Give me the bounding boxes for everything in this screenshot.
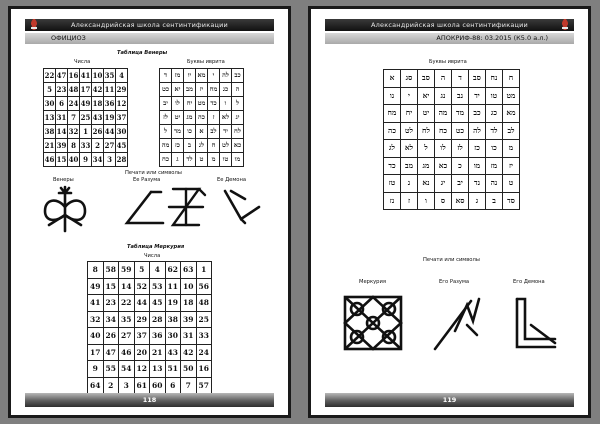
table-row <box>44 69 128 83</box>
table-cell: 9 <box>88 361 104 378</box>
table-cell: 42 <box>181 344 197 361</box>
table-cell: 10 <box>92 69 104 83</box>
table-row <box>88 361 212 378</box>
mercury-demon-seal-icon <box>511 295 561 353</box>
right-header-bar <box>325 19 574 31</box>
table-cell: לז <box>160 111 172 125</box>
table-cell: סב <box>469 70 486 88</box>
table-cell: 57 <box>196 377 212 394</box>
table-cell: יז <box>503 157 520 175</box>
table-row <box>88 262 212 279</box>
venus-letters-label: Буквы иврита <box>187 59 225 65</box>
table-cell: 17 <box>88 344 104 361</box>
table-cell: כז <box>469 140 486 158</box>
table-cell: ט <box>196 153 208 167</box>
table-row <box>88 278 212 295</box>
table-cell: 14 <box>56 125 68 139</box>
table-cell: 29 <box>134 311 150 328</box>
table-cell: מה <box>435 105 452 123</box>
table-cell: לא <box>220 111 232 125</box>
table-cell: כט <box>452 122 469 140</box>
table-cell: ד <box>160 69 172 83</box>
table-cell: ח <box>208 139 220 153</box>
table-cell: 44 <box>134 295 150 312</box>
table-cell: ב <box>486 192 503 210</box>
table-cell: ל <box>232 97 244 111</box>
table-cell: יג <box>232 111 244 125</box>
table-row <box>88 377 212 394</box>
table-cell: 35 <box>119 311 135 328</box>
table-cell: 30 <box>116 125 128 139</box>
table-cell: 48 <box>196 295 212 312</box>
table-cell: נח <box>486 70 503 88</box>
table-row <box>44 111 128 125</box>
table-cell: ו <box>220 97 232 111</box>
table-cell: לד <box>184 153 196 167</box>
table-cell: מג <box>418 157 435 175</box>
table-cell: כב <box>469 105 486 123</box>
table-cell: 55 <box>103 361 119 378</box>
table-cell: לט <box>220 139 232 153</box>
table-cell: 40 <box>68 153 80 167</box>
table-row <box>160 139 244 153</box>
table-cell: 43 <box>92 111 104 125</box>
table-cell: כח <box>160 153 172 167</box>
mercury-seals-label: Печати или символы <box>423 257 480 263</box>
table-cell: 15 <box>56 153 68 167</box>
table-cell: לא <box>401 140 418 158</box>
table-cell: 21 <box>150 344 166 361</box>
table-cell: מו <box>232 153 244 167</box>
table-cell: 5 <box>44 83 56 97</box>
table-cell: לו <box>435 140 452 158</box>
table-cell: 20 <box>134 344 150 361</box>
table-cell: 1 <box>80 125 92 139</box>
table-row <box>384 157 520 175</box>
table-cell: ג <box>469 192 486 210</box>
right-subheader-bar <box>325 33 574 44</box>
venus-numbers-label: Числа <box>74 59 91 65</box>
table-cell: יב <box>160 97 172 111</box>
table-cell: נג <box>435 87 452 105</box>
right-footer-bar <box>325 393 574 407</box>
table-cell: ל <box>160 125 172 139</box>
table-cell: מב <box>401 157 418 175</box>
table-cell: 34 <box>92 153 104 167</box>
table-cell: 61 <box>134 377 150 394</box>
table-cell: 28 <box>150 311 166 328</box>
table-cell: 26 <box>103 328 119 345</box>
table-row <box>88 295 212 312</box>
table-cell: 45 <box>150 295 166 312</box>
venus-mind-seal-label: Ее Разума <box>133 177 161 183</box>
table-cell: מט <box>196 97 208 111</box>
table-cell: 64 <box>88 377 104 394</box>
table-cell: סב <box>418 70 435 88</box>
venus-seal-third-icon <box>221 187 263 227</box>
table-cell: 31 <box>181 328 197 345</box>
table-cell: מ <box>208 153 220 167</box>
table-cell: כה <box>196 111 208 125</box>
table-cell: 7 <box>68 111 80 125</box>
table-cell: מא <box>503 105 520 123</box>
table-cell: 52 <box>134 278 150 295</box>
table-cell: לה <box>220 69 232 83</box>
table-row <box>384 192 520 210</box>
table-cell: 22 <box>44 69 56 83</box>
table-cell: 33 <box>196 328 212 345</box>
table-cell: ב <box>184 139 196 153</box>
table-cell: 35 <box>104 69 116 83</box>
table-cell: 41 <box>80 69 92 83</box>
table-cell: מט <box>503 87 520 105</box>
table-cell: 39 <box>56 139 68 153</box>
table-cell: 24 <box>68 97 80 111</box>
table-cell: 2 <box>103 377 119 394</box>
table-cell: ה <box>232 83 244 97</box>
table-cell: ז <box>208 111 220 125</box>
table-row <box>160 153 244 167</box>
table-cell: לג <box>196 139 208 153</box>
table-cell: 16 <box>68 69 80 83</box>
table-cell: 34 <box>103 311 119 328</box>
table-cell: 18 <box>181 295 197 312</box>
table-cell: 36 <box>150 328 166 345</box>
table-cell: 37 <box>116 111 128 125</box>
table-cell: 37 <box>134 328 150 345</box>
table-row <box>384 70 520 88</box>
mercury-numbers-table <box>87 261 212 394</box>
table-cell: ס <box>435 192 452 210</box>
table-cell: כו <box>184 125 196 139</box>
left-page-number: 118 <box>142 396 157 404</box>
table-cell: לב <box>503 122 520 140</box>
venus-letters-table <box>159 68 244 167</box>
table-row <box>160 125 244 139</box>
table-cell: 62 <box>165 262 181 279</box>
venus-demon-seal-label: Ее Демона <box>217 177 247 183</box>
table-cell: ט <box>503 175 520 193</box>
table-cell: 58 <box>103 262 119 279</box>
table-row <box>44 97 128 111</box>
table-cell: כד <box>384 157 401 175</box>
left-header-title: Александрийская школа сентинтификации <box>71 21 228 29</box>
table-cell: 46 <box>44 153 56 167</box>
table-row <box>44 139 128 153</box>
table-row <box>160 97 244 111</box>
table-row <box>160 111 244 125</box>
table-cell: 29 <box>116 83 128 97</box>
table-cell: 41 <box>88 295 104 312</box>
table-cell: לג <box>384 140 401 158</box>
mercury-letters-table <box>383 69 520 210</box>
table-cell: 4 <box>150 262 166 279</box>
venus-seal-label: Венеры <box>53 177 74 183</box>
table-cell: כג <box>486 105 503 123</box>
table-cell: מד <box>452 105 469 123</box>
venus-demon-seal-icon <box>161 185 211 231</box>
table-cell: ו <box>418 192 435 210</box>
table-cell: 3 <box>119 377 135 394</box>
table-cell: 31 <box>56 111 68 125</box>
table-cell: 23 <box>103 295 119 312</box>
table-cell: 38 <box>165 311 181 328</box>
table-cell: כז <box>172 139 184 153</box>
table-cell: 1 <box>196 262 212 279</box>
table-cell: יח <box>401 105 418 123</box>
table-row <box>44 83 128 97</box>
mercury-mind-seal-label: Его Разума <box>439 279 470 285</box>
table-cell: 49 <box>80 97 92 111</box>
table-cell: נד <box>469 175 486 193</box>
table-row <box>88 311 212 328</box>
mercury-mind-seal-icon <box>429 295 487 353</box>
venus-seal-icon <box>39 185 91 233</box>
table-cell: לד <box>486 122 503 140</box>
table-cell: 7 <box>181 377 197 394</box>
table-cell: 17 <box>80 83 92 97</box>
table-row <box>160 83 244 97</box>
table-cell: נו <box>384 87 401 105</box>
table-cell: מז <box>172 69 184 83</box>
table-row <box>384 140 520 158</box>
table-cell: 26 <box>92 125 104 139</box>
right-header-title: Александрийская школа сентинтификации <box>371 21 528 29</box>
table-cell: סג <box>401 70 418 88</box>
table-cell: כא <box>232 139 244 153</box>
table-cell: 54 <box>119 361 135 378</box>
table-cell: מו <box>469 157 486 175</box>
left-footer-bar <box>25 393 274 407</box>
table-cell: יא <box>172 83 184 97</box>
table-row <box>384 122 520 140</box>
left-header-bar <box>25 19 274 31</box>
table-cell: נז <box>384 192 401 210</box>
table-cell: ח <box>503 70 520 88</box>
table-cell: 63 <box>181 262 197 279</box>
table-cell: כח <box>435 122 452 140</box>
table-cell: מב <box>184 83 196 97</box>
table-cell: 8 <box>88 262 104 279</box>
table-cell: א <box>384 70 401 88</box>
table-cell: טז <box>384 175 401 193</box>
table-cell: 46 <box>119 344 135 361</box>
table-cell: 45 <box>116 139 128 153</box>
table-cell: 21 <box>44 139 56 153</box>
table-cell: 25 <box>80 111 92 125</box>
right-subheader-text: АПОКРИФ-88: 03.2015 (К5.0 а.л.) <box>436 34 548 42</box>
left-page <box>8 6 291 418</box>
table-cell: כב <box>232 69 244 83</box>
table-cell: 19 <box>104 111 116 125</box>
table-row <box>384 175 520 193</box>
table-cell: יד <box>469 87 486 105</box>
table-cell: לב <box>208 125 220 139</box>
table-cell: כה <box>384 122 401 140</box>
table-row <box>88 328 212 345</box>
table-cell: כט <box>160 83 172 97</box>
table-cell: 22 <box>119 295 135 312</box>
table-cell: 42 <box>92 83 104 97</box>
left-subheader-bar <box>25 33 274 44</box>
table-cell: כג <box>220 83 232 97</box>
table-cell: כא <box>435 157 452 175</box>
table-cell: 24 <box>196 344 212 361</box>
table-cell: יו <box>184 69 196 83</box>
table-cell: 33 <box>80 139 92 153</box>
table-cell: א <box>196 125 208 139</box>
table-cell: 47 <box>56 69 68 83</box>
table-cell: 49 <box>88 278 104 295</box>
table-cell: סד <box>503 192 520 210</box>
table-cell: י <box>401 87 418 105</box>
table-cell: מג <box>184 111 196 125</box>
table-row <box>160 69 244 83</box>
table-cell: 36 <box>104 97 116 111</box>
table-cell: יא <box>418 87 435 105</box>
table-cell: 23 <box>56 83 68 97</box>
table-cell: 25 <box>196 311 212 328</box>
table-cell: 12 <box>116 97 128 111</box>
table-cell: סא <box>452 192 469 210</box>
table-cell: ד <box>452 70 469 88</box>
table-cell: 6 <box>56 97 68 111</box>
table-cell: 51 <box>165 361 181 378</box>
table-cell: 3 <box>104 153 116 167</box>
table-cell: 14 <box>119 278 135 295</box>
table-cell: נ <box>401 175 418 193</box>
venus-seals-label: Печати или символы <box>125 170 182 176</box>
table-cell: יט <box>172 111 184 125</box>
table-cell: ה <box>435 70 452 88</box>
table-cell: 56 <box>196 278 212 295</box>
table-cell: נב <box>452 87 469 105</box>
table-cell: 27 <box>119 328 135 345</box>
table-cell: יג <box>435 175 452 193</box>
table-cell: לה <box>469 122 486 140</box>
table-cell: 38 <box>44 125 56 139</box>
right-page-number: 119 <box>442 396 457 404</box>
table-cell: כד <box>208 97 220 111</box>
logo-icon <box>559 19 571 31</box>
table-cell: 8 <box>68 139 80 153</box>
table-cell: מה <box>160 139 172 153</box>
table-cell: 13 <box>44 111 56 125</box>
mercury-numbers-label: Числа <box>144 253 161 259</box>
table-cell: לח <box>418 122 435 140</box>
table-cell: 30 <box>44 97 56 111</box>
table-cell: נה <box>486 175 503 193</box>
table-cell: 48 <box>68 83 80 97</box>
table-cell: 4 <box>116 69 128 83</box>
mercury-seal-label: Меркурия <box>359 279 386 285</box>
table-cell: ל <box>418 140 435 158</box>
table-row <box>88 344 212 361</box>
mercury-demon-seal-label: Его Демона <box>513 279 545 285</box>
table-row <box>384 87 520 105</box>
table-cell: 28 <box>116 153 128 167</box>
table-cell: 2 <box>92 139 104 153</box>
table-cell: 32 <box>88 311 104 328</box>
table-cell: 9 <box>80 153 92 167</box>
table-cell: מד <box>172 125 184 139</box>
table-cell: לט <box>401 122 418 140</box>
table-cell: 30 <box>165 328 181 345</box>
table-cell: 60 <box>150 377 166 394</box>
table-cell: 5 <box>134 262 150 279</box>
table-cell: טו <box>486 87 503 105</box>
table-cell: 19 <box>165 295 181 312</box>
table-cell: י <box>208 69 220 83</box>
table-cell: 32 <box>68 125 80 139</box>
table-row <box>44 125 128 139</box>
table-row <box>44 153 128 167</box>
table-cell: טו <box>220 153 232 167</box>
table-cell: 16 <box>196 361 212 378</box>
table-cell: ז <box>401 192 418 210</box>
table-cell: יב <box>452 175 469 193</box>
table-cell: 40 <box>88 328 104 345</box>
table-cell: 47 <box>103 344 119 361</box>
table-cell: כ <box>452 157 469 175</box>
table-cell: מ <box>503 140 520 158</box>
left-subheader-text: ОФИЦИОЗ <box>51 34 86 42</box>
table-cell: מח <box>384 105 401 123</box>
table-row <box>384 105 520 123</box>
mercury-seal-icon <box>341 293 405 353</box>
table-cell: יט <box>418 105 435 123</box>
table-cell: מז <box>486 157 503 175</box>
table-cell: 50 <box>181 361 197 378</box>
table-cell: כו <box>486 140 503 158</box>
table-cell: לח <box>232 125 244 139</box>
table-cell: 6 <box>165 377 181 394</box>
table-cell: יד <box>220 125 232 139</box>
mercury-table-title: Таблица Меркурия <box>127 244 185 250</box>
mercury-letters-label: Буквы иврита <box>429 59 467 65</box>
table-cell: 12 <box>134 361 150 378</box>
table-cell: 11 <box>165 278 181 295</box>
table-cell: 44 <box>104 125 116 139</box>
right-page <box>308 6 591 418</box>
table-cell: 59 <box>119 262 135 279</box>
table-cell: 10 <box>181 278 197 295</box>
table-cell: יז <box>196 83 208 97</box>
table-cell: 43 <box>165 344 181 361</box>
venus-table-title: Таблица Венеры <box>117 50 168 56</box>
table-cell: 39 <box>181 311 197 328</box>
table-cell: לז <box>452 140 469 158</box>
table-cell: ג <box>172 153 184 167</box>
logo-icon <box>28 19 40 31</box>
table-cell: מא <box>196 69 208 83</box>
table-cell: יח <box>184 97 196 111</box>
table-cell: 15 <box>103 278 119 295</box>
table-cell: נא <box>418 175 435 193</box>
table-cell: 13 <box>150 361 166 378</box>
table-cell: 27 <box>104 139 116 153</box>
table-cell: 11 <box>104 83 116 97</box>
table-cell: מח <box>208 83 220 97</box>
table-cell: 53 <box>150 278 166 295</box>
table-cell: 18 <box>92 97 104 111</box>
venus-numbers-table <box>43 68 128 167</box>
table-cell: לו <box>172 97 184 111</box>
